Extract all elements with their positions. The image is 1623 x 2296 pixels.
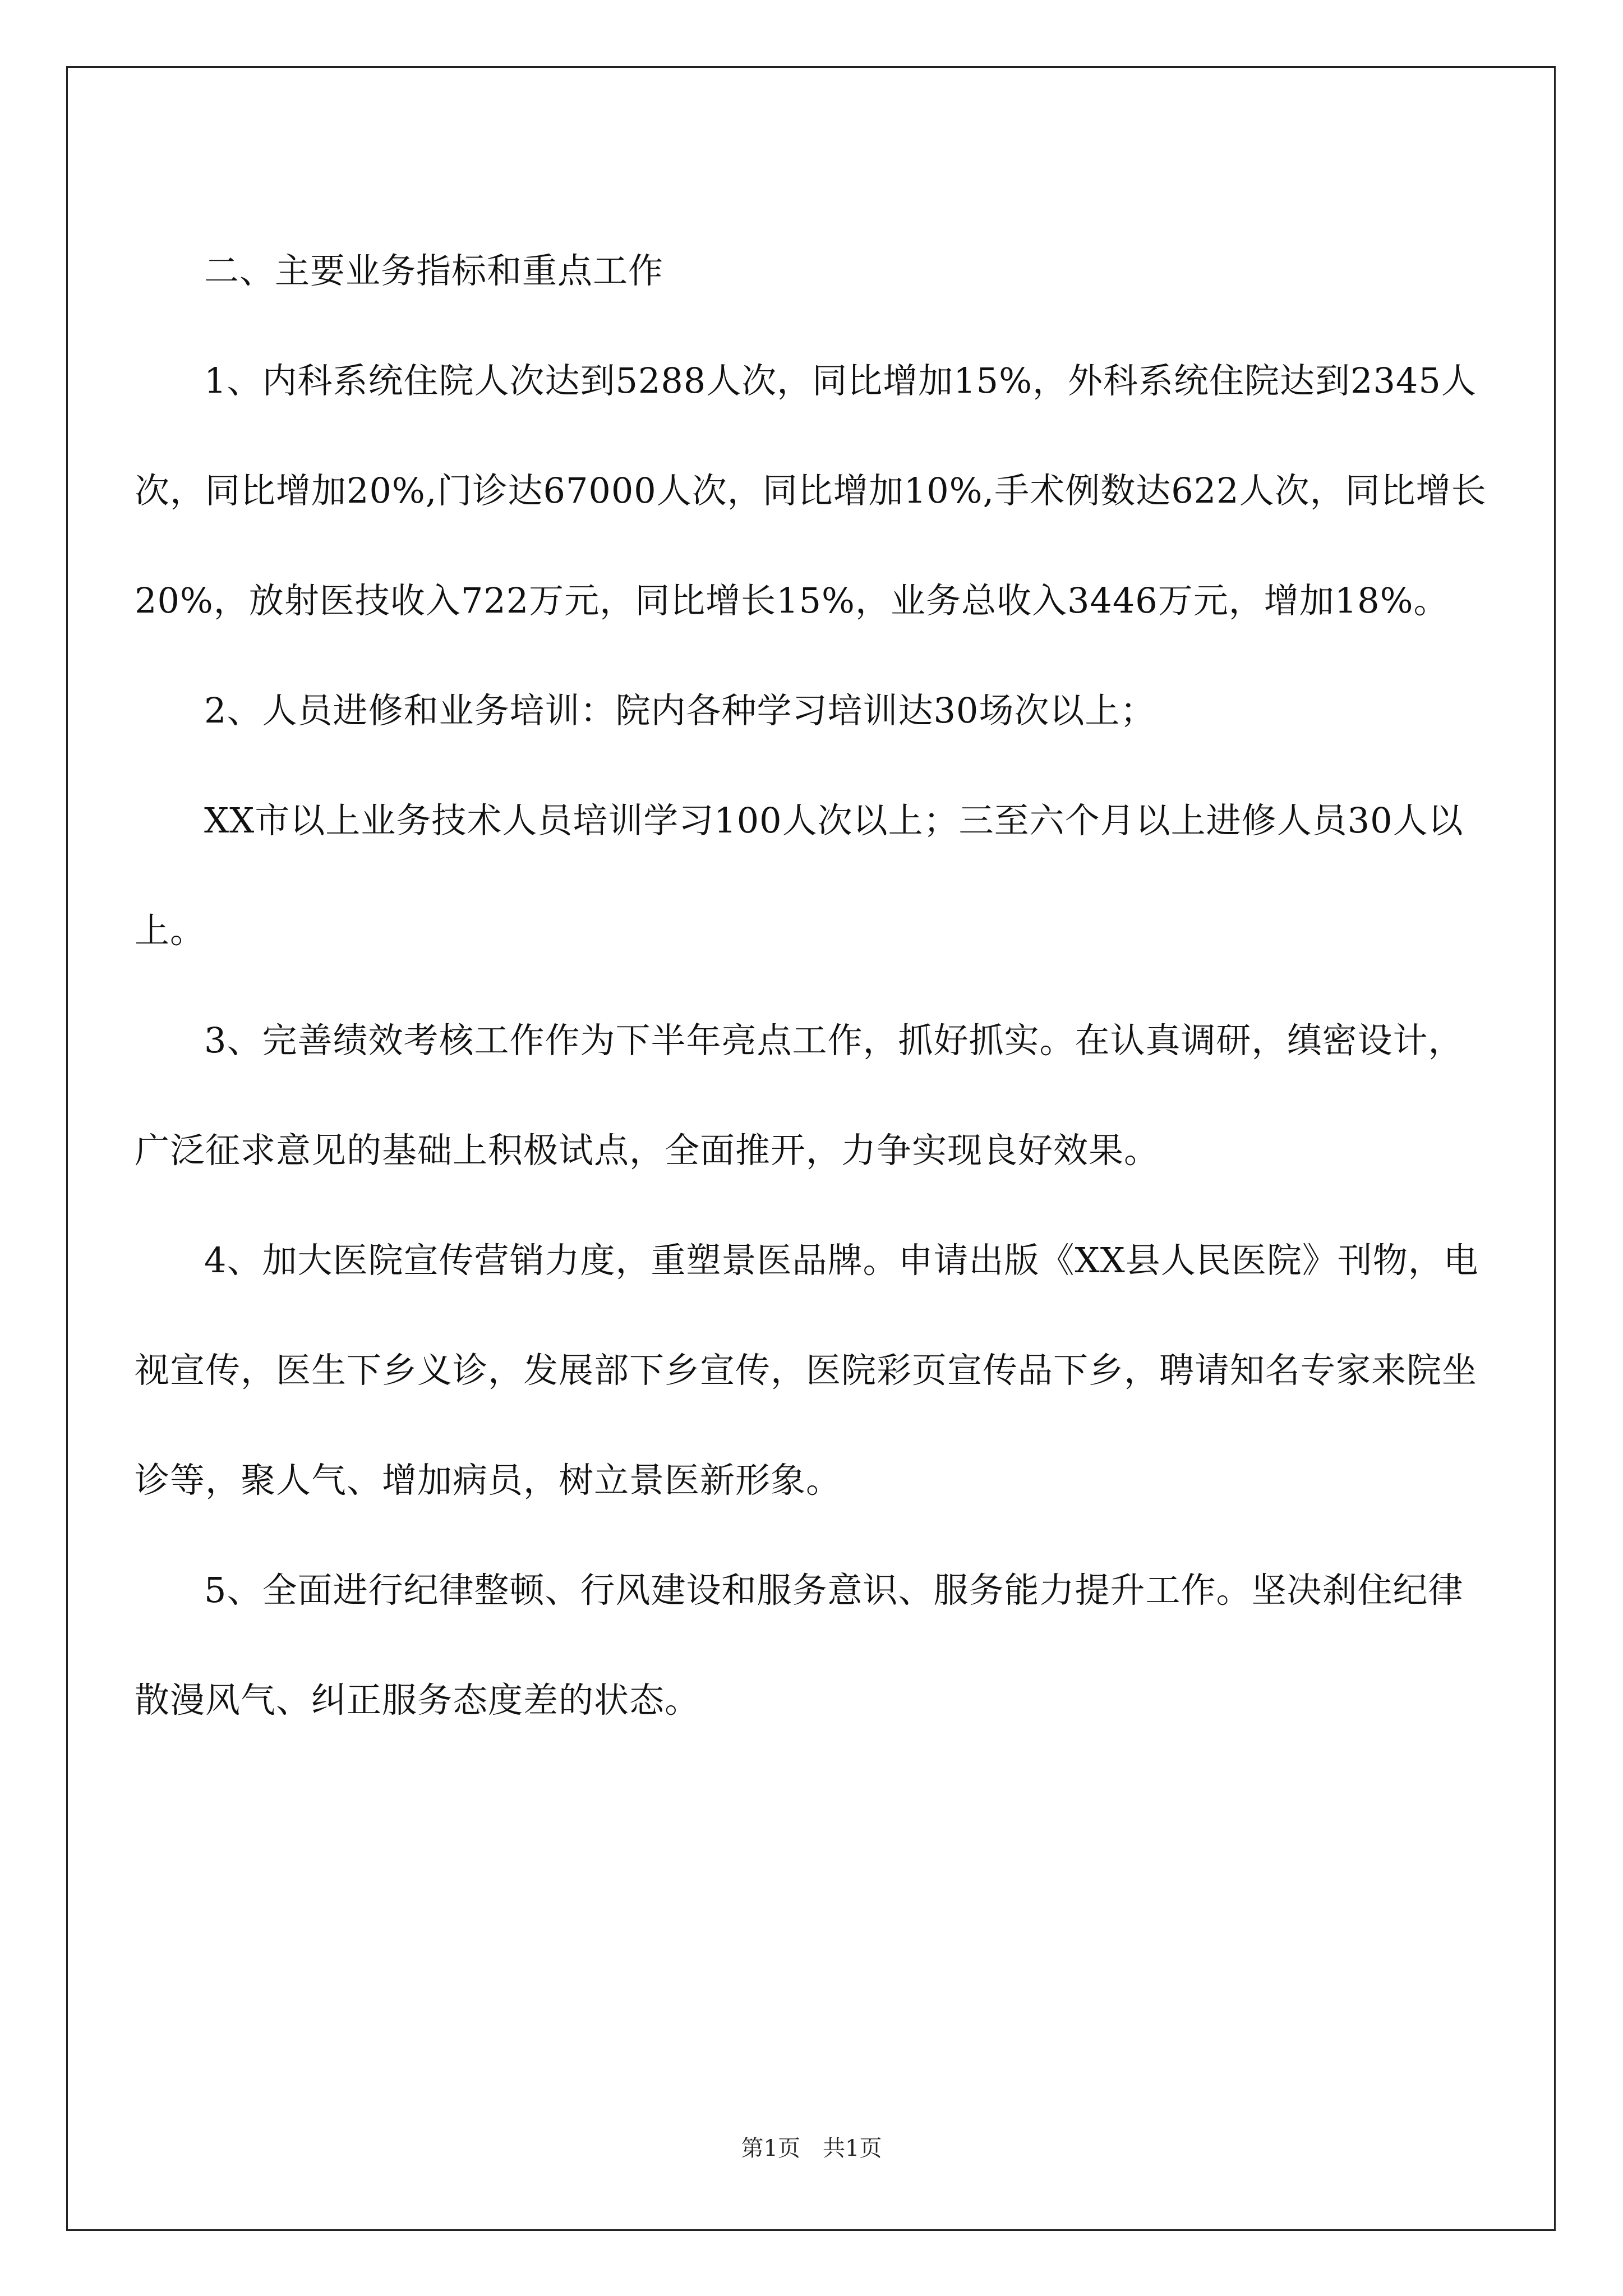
paragraph-1: 1、内科系统住院人次达到5288人次，同比增加15%，外科系统住院达到2345人次，同比增加20%,门诊达67000人次，同比增加10%,手术例数达622人次，同比增长20%，放射医技收入722万元，同比增长15%，业务总收入3446万元，增加18%。 — [135, 360, 1487, 621]
paragraph-6: 5、全面进行纪律整顿、行风建设和服务意识、服务能力提升工作。坚决刹住纪律散漫风气、纠正服务态度差的状态。 — [135, 1570, 1464, 1720]
page-number: 第1页 共1页 — [741, 2136, 882, 2161]
section-heading: 二、主要业务指标和重点工作 — [204, 250, 664, 291]
paragraph-2: 2、人员进修和业务培训：院内各种学习培训达30场次以上； — [204, 690, 1156, 731]
document-body — [135, 216, 1492, 1755]
paragraph-3: XX市以上业务技术人员培训学习100人次以上；三至六个月以上进修人员30人以上。 — [135, 800, 1464, 951]
paragraph-4: 3、完善绩效考核工作作为下半年亮点工作，抓好抓实。在认真调研，缜密设计，广泛征求意见的基础上积极试点，全面推开，力争实现良好效果。 — [135, 1020, 1464, 1171]
paragraph-5: 4、加大医院宣传营销力度，重塑景医品牌。申请出版《XX县人民医院》刊物，电视宣传，医生下乡义诊，发展部下乡宣传，医院彩页宣传品下乡，聘请知名专家来院坐诊等，聚人气、增加病员，树立景医新形象。 — [135, 1240, 1479, 1501]
